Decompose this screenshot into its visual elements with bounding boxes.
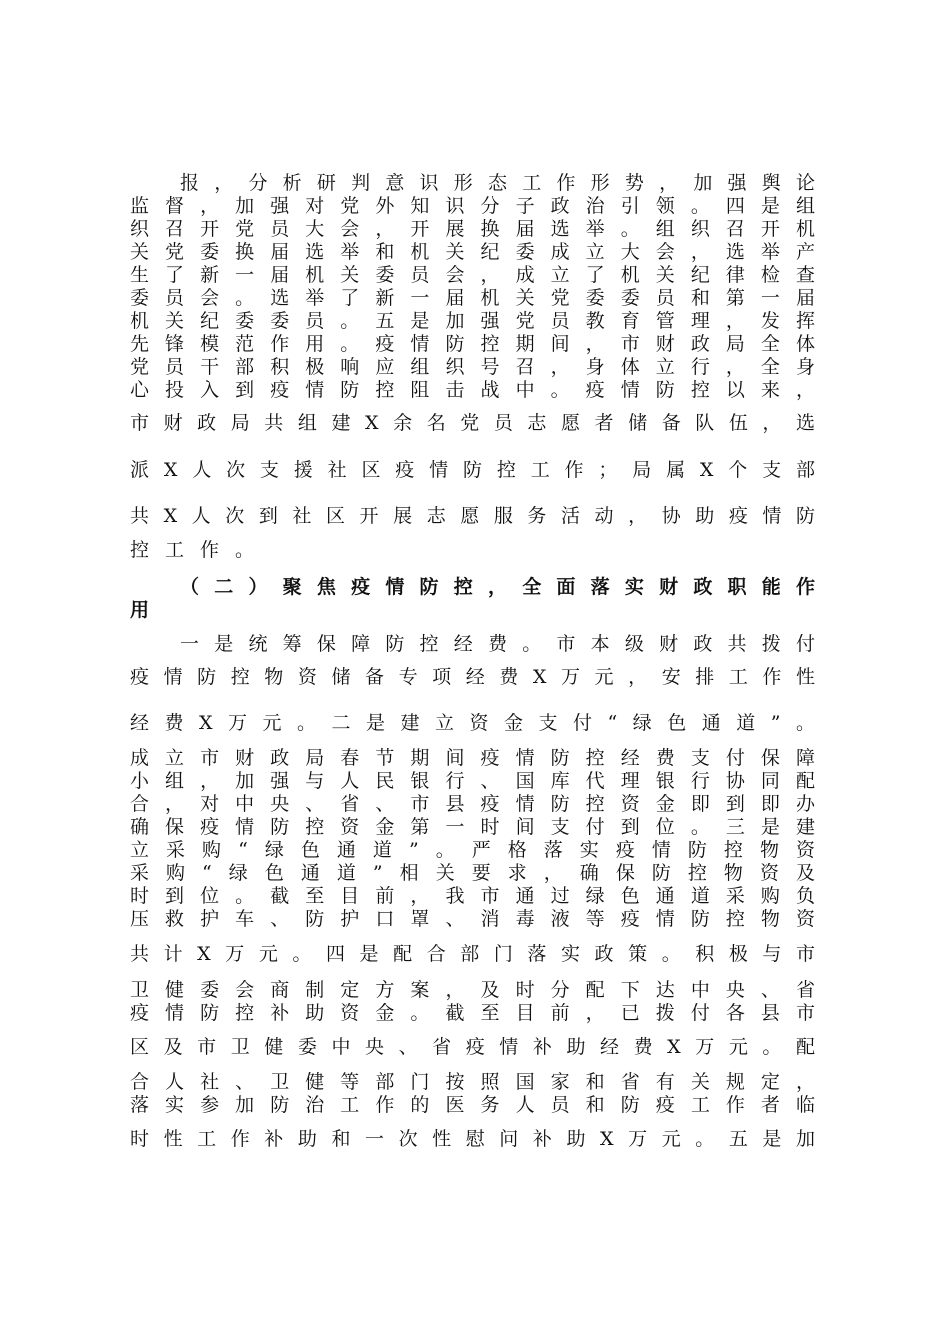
paragraph-line: 合，对中央、省、市县疫情防控资金即到即办 bbox=[130, 793, 815, 815]
paragraph-line: 委员会。选举了新一届机关党委委员和第一届 bbox=[130, 287, 815, 309]
paragraph-line: 小组，加强与人民银行、国库代理银行协同配 bbox=[130, 770, 815, 792]
paragraph-line: 疫情防控物资储备专项经费X万元，安排工作性 bbox=[130, 666, 815, 688]
paragraph-line: 时性工作补助和一次性慰问补助X万元。五是加 bbox=[130, 1128, 815, 1150]
paragraph-line: 疫情防控补助资金。截至目前，已拨付各县市 bbox=[130, 1002, 815, 1024]
paragraph-line: 控工作。 bbox=[130, 539, 271, 561]
paragraph-line: 一是统筹保障防控经费。市本级财政共拨付 bbox=[180, 633, 815, 655]
paragraph-line: 市财政局共组建X余名党员志愿者储备队伍，选 bbox=[130, 412, 815, 434]
section-heading: （二）聚焦疫情防控，全面落实财政职能作 bbox=[180, 576, 815, 598]
paragraph-line: 成立市财政局春节期间疫情防控经费支付保障 bbox=[130, 747, 815, 769]
paragraph-line: 监督，加强对党外知识分子政治引领。四是组 bbox=[130, 195, 815, 217]
paragraph-line: 落实参加防治工作的医务人员和防疫工作者临 bbox=[130, 1094, 815, 1116]
paragraph-line: 报，分析研判意识形态工作形势，加强舆论 bbox=[180, 172, 815, 194]
paragraph-line: 时到位。截至目前，我市通过绿色通道采购负 bbox=[130, 885, 815, 907]
paragraph-line: 党员干部积极响应组织号召，身体立行，全身 bbox=[130, 356, 815, 378]
paragraph-line: 合人社、卫健等部门按照国家和省有关规定， bbox=[130, 1071, 815, 1093]
paragraph-line: 先锋模范作用。疫情防控期间，市财政局全体 bbox=[130, 333, 815, 355]
paragraph-line: 共X人次到社区开展志愿服务活动，协助疫情防 bbox=[130, 505, 815, 527]
paragraph-line: 共计X万元。四是配合部门落实政策。积极与市 bbox=[130, 943, 815, 965]
paragraph-line: 织召开党员大会，开展换届选举。组织召开机 bbox=[130, 218, 815, 240]
paragraph-line: 经费X万元。二是建立资金支付“绿色通道”。 bbox=[130, 712, 815, 734]
paragraph-line: 生了新一届机关委员会，成立了机关纪律检查 bbox=[130, 264, 815, 286]
paragraph-line: 采购“绿色通道”相关要求，确保防控物资及 bbox=[130, 862, 815, 884]
paragraph-line: 立采购“绿色通道”。严格落实疫情防控物资 bbox=[130, 839, 815, 861]
paragraph-line: 压救护车、防护口罩、消毒液等疫情防控物资 bbox=[130, 908, 815, 930]
paragraph-line: 卫健委会商制定方案，及时分配下达中央、省 bbox=[130, 979, 815, 1001]
paragraph-line: 心投入到疫情防控阻击战中。疫情防控以来， bbox=[130, 379, 815, 401]
paragraph-line: 区及市卫健委中央、省疫情补助经费X万元。配 bbox=[130, 1036, 815, 1058]
paragraph-line: 派X人次支援社区疫情防控工作；局属X个支部 bbox=[130, 459, 815, 481]
section-heading-cont: 用 bbox=[130, 599, 150, 621]
paragraph-line: 确保疫情防控资金第一时间支付到位。三是建 bbox=[130, 816, 815, 838]
paragraph-line: 关党委换届选举和机关纪委成立大会，选举产 bbox=[130, 241, 815, 263]
paragraph-line: 机关纪委委员。五是加强党员教育管理，发挥 bbox=[130, 310, 815, 332]
